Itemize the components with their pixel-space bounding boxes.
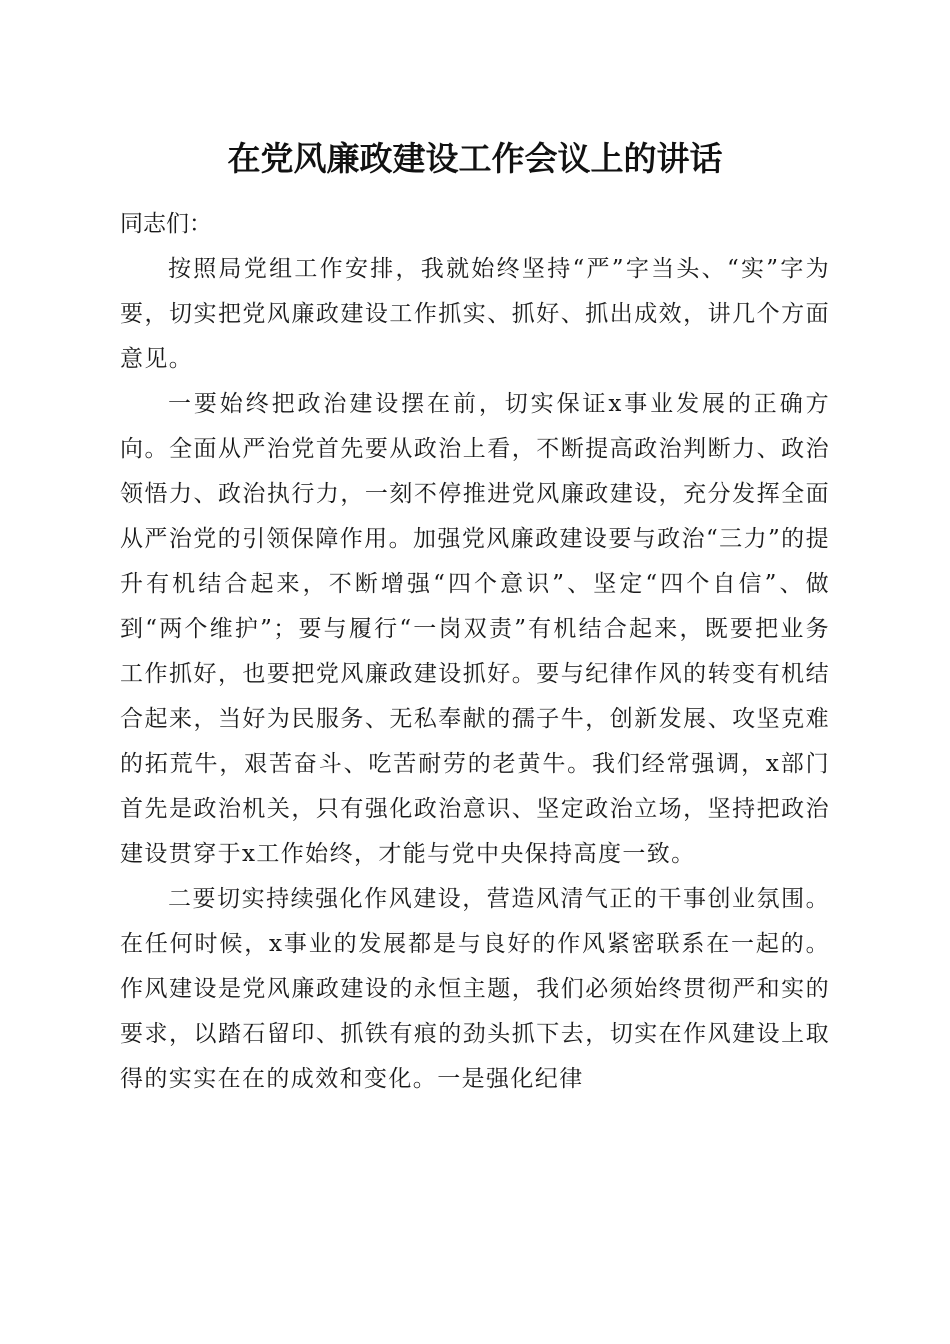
paragraph-style-construction: 二要切实持续强化作风建设，营造风清气正的干事创业氛围。在任何时候，x事业的发展都是与良好的作风紧密联系在一起的。作风建设是党风廉政建设的永恒主题，我们必须始终贯彻严和实的要求，以踏石留印、抓铁有痕的劲头抓下去，切实在作风建设上取得的实实在在的成效和变化。一是强化纪律 <box>120 886 830 1092</box>
paragraph-political-construction: 一要始终把政治建设摆在前，切实保证x事业发展的正确方向。全面从严治党首先要从政治上看，不断提高政治判断力、政治领悟力、政治执行力，一刻不停推进党风廉政建设，充分发挥全面从严治党的引领保障作用。加强党风廉政建设要与政治“三力”的提升有机结合起来，不断增强“四个意识”、坚定“四个自信”、做到“两个维护”；要与履行“一岗双责”有机结合起来，既要把业务工作抓好，也要把党风廉政建设抓好。要与纪律作风的转变有机结合起来，当好为民服务、无私奉献的孺子牛，创新发展、攻坚克难的拓荒牛，艰苦奋斗、吃苦耐劳的老黄牛。我们经常强调，x部门首先是政治机关，只有强化政治意识、坚定政治立场，坚持把政治建设贯穿于x工作始终，才能与党中央保持高度一致。 <box>120 391 830 867</box>
document-body <box>120 202 830 1102</box>
document-title: 在党风廉政建设工作会议上的讲话 <box>227 139 723 178</box>
salutation: 同志们： <box>120 211 212 237</box>
paragraph-intro: 按照局党组工作安排，我就始终坚持“严”字当头、“实”字为要，切实把党风廉政建设工作抓实、抓好、抓出成效，讲几个方面意见。 <box>120 256 830 372</box>
